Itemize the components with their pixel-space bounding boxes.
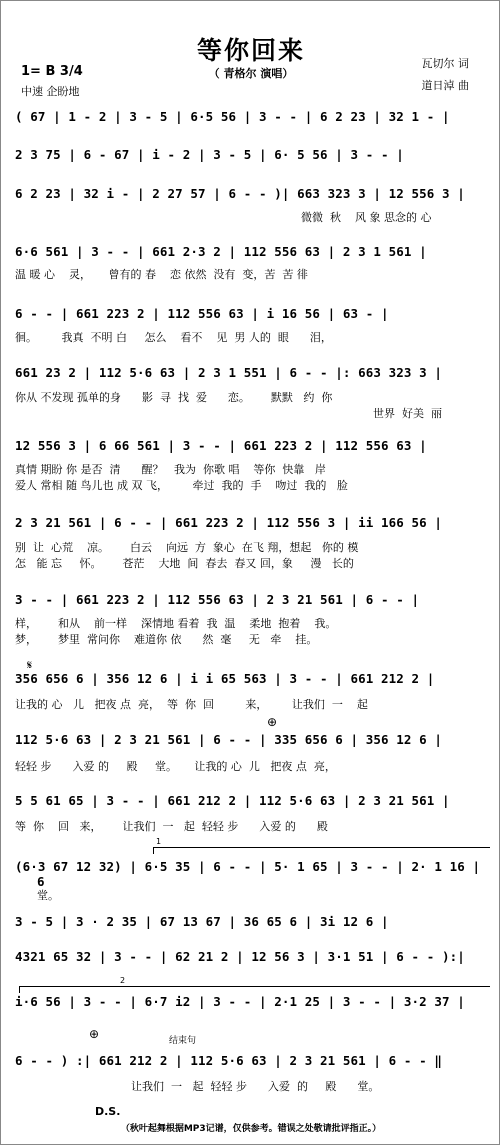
lyric-line-6b: 世界 好美 丽: [373, 407, 442, 420]
notation-line-9: 3 - - | 661 223 2 | 112 556 63 | 2 3 21 561 | 6 - - |: [15, 592, 420, 607]
composer: 道日淖 曲: [421, 79, 469, 92]
lyric-line-17: 让我们 一 起 轻轻 步 入爱 的 殿 堂。: [131, 1080, 380, 1093]
ds-mark: D.S.: [95, 1105, 121, 1118]
notation-line-3: 6 2 23 | 32 i - | 2 27 57 | 6 - - )| 663 323 3 | 12 556 3 |: [15, 186, 465, 201]
lyric-line-13: 堂。: [37, 889, 59, 902]
notation-line-14: 3 - 5 | 3 · 2 35 | 67 13 67 | 36 65 6 | 3i 12 6 |: [15, 914, 389, 929]
key-signature: 1= B 3/4: [21, 64, 83, 79]
notation-line-11: 112 5·6 63 | 2 3 21 561 | 6 - - | 335 656 6 | 356 12 6 |: [15, 732, 443, 747]
lyric-line-9a: 样， 和从 前一样 深情地 看着 我 温 柔地 抱着 我。: [15, 617, 337, 630]
lyric-line-12: 等 你 回 来， 让我们 一 起 轻轻 步 入爱 的 殿: [15, 820, 328, 833]
ending-label: 结束句: [169, 1036, 197, 1046]
notation-line-8: 2 3 21 561 | 6 - - | 661 223 2 | 112 556 3 | ii 166 56 |: [15, 515, 443, 530]
notation-line-6: 661 23 2 | 112 5·6 63 | 2 3 1 551 | 6 - - |: 663 323 3 |: [15, 365, 443, 380]
coda-icon: ⊕: [267, 715, 278, 729]
notation-line-13: (6·3 67 12 32) | 6·5 35 | 6 - - | 5· 1 65 | 3 - - | 2· 1 16 |: [15, 859, 481, 874]
performer-label: （ 青格尔 演唱）: [208, 67, 294, 80]
lyric-line-7a: 真情 期盼 你 是否 清 醒？ 我为 你歌 唱 等你 快靠 岸: [15, 463, 326, 476]
tempo-marking: 中速 企盼地: [21, 85, 80, 98]
notation-line-10: 356 656 6 | 356 12 6 | i i 65 563 | 3 - - | 661 212 2 |: [15, 671, 435, 686]
notation-line-7: 12 556 3 | 6 66 561 | 3 - - | 661 223 2 | 112 556 63 |: [15, 438, 427, 453]
volta-1-bracket: [153, 837, 490, 854]
lyric-line-3: 微微 秋 风 象 思念的 心: [301, 211, 432, 224]
notation-line-2: 2 3 75 | 6 - 67 | i - 2 | 3 - 5 | 6· 5 56 | 3 - - |: [15, 147, 404, 162]
coda-icon-end: ⊕: [89, 1027, 100, 1041]
lyric-line-4: 温 暖 心 灵， 曾有的 春 恋 依然 没有 变，苦 苦 徘: [15, 268, 308, 281]
notation-line-4: 6·6 561 | 3 - - | 661 2·3 2 | 112 556 63 | 2 3 1 561 |: [15, 244, 427, 259]
notation-line-16: i·6 56 | 3 - - | 6·7 i2 | 3 - - | 2·1 25 | 3 - - | 3·2 37 |: [15, 994, 465, 1009]
credits: [422, 53, 470, 97]
segno-icon: 𝄋: [27, 658, 33, 672]
transcription-note: （秋叶起舞根据MP3记谱，仅供参考。错误之处敬请批评指正。）: [120, 1124, 382, 1134]
notation-line-13b: 6: [37, 874, 45, 889]
notation-line-12: 5 5 61 65 | 3 - - | 661 212 2 | 112 5·6 63 | 2 3 21 561 |: [15, 793, 450, 808]
notation-line-17: 6 - - ) :| 661 212 2 | 112 5·6 63 | 2 3 21 561 | 6 - - ‖: [15, 1053, 443, 1068]
volta-1-number: 1: [156, 837, 162, 846]
notation-line-5: 6 - - | 661 223 2 | 112 556 63 | i 16 56 | 63 - |: [15, 306, 389, 321]
lyric-line-7b: 爱人 常相 随 鸟儿也 成 双 飞， 牵过 我的 手 吻过 我的 脸: [15, 479, 348, 492]
song-title: 等你回来: [196, 36, 305, 65]
lyric-line-6: 你从 不发现 孤单的身 影 寻 找 爱 恋。 默默 约 你: [15, 391, 333, 404]
lyric-line-11: 轻轻 步 入爱 的 殿 堂。 让我的 心 儿 把夜 点 亮，: [15, 760, 336, 773]
lyric-line-5: 徊。 我真 不明 白 怎么 看不 见 男 人的 眼 泪，: [15, 331, 332, 344]
volta-2-bracket: [19, 976, 490, 993]
lyric-line-10: 让我的 心 儿 把夜 点 亮， 等 你 回 来， 让我们 一 起: [15, 698, 368, 711]
notation-line-1: ( 67 | 1 - 2 | 3 - 5 | 6·5 56 | 3 - - | 6 2 23 | 32 1 - |: [15, 109, 450, 124]
notation-line-15: 4321 65 32 | 3 - - | 62 21 2 | 12 56 3 | 3·1 51 | 6 - - ):|: [15, 949, 465, 964]
lyric-line-8a: 别 让 心荒 凉。 白云 向远 方 象心 在飞 翔，想起 你的 模: [15, 541, 359, 554]
lyric-line-9b: 梦， 梦里 常问你 难道你 依 然 毫 无 牵 挂。: [15, 633, 318, 646]
volta-2-number: 2: [120, 976, 126, 985]
lyric-line-8b: 怎 能 忘 怀。 苍茫 大地 间 春去 春又 回，象 漫 长的: [15, 557, 354, 570]
lyricist: 瓦切尔 词: [421, 57, 469, 70]
